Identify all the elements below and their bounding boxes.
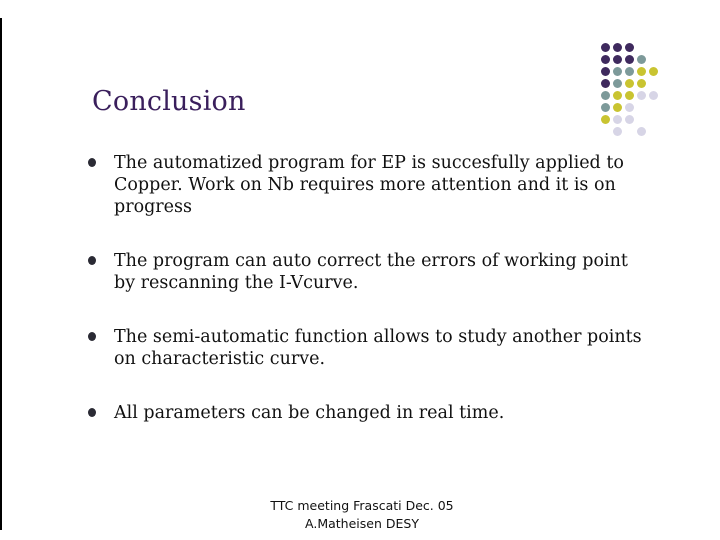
decor-dot bbox=[601, 103, 610, 112]
bullet-icon bbox=[88, 408, 96, 417]
decor-dot bbox=[613, 91, 622, 100]
decor-dot bbox=[637, 79, 646, 88]
decor-dot bbox=[613, 79, 622, 88]
decor-dot bbox=[601, 55, 610, 64]
decor-dot bbox=[625, 79, 634, 88]
bullet-item bbox=[86, 250, 646, 294]
decor-dot bbox=[601, 115, 610, 124]
decor-dot bbox=[625, 43, 634, 52]
bullet-list bbox=[86, 152, 646, 424]
decor-dot bbox=[601, 79, 610, 88]
decorative-dot-pattern bbox=[596, 42, 666, 138]
bullet-item bbox=[86, 326, 646, 370]
decor-dot bbox=[613, 103, 622, 112]
bullet-item bbox=[86, 402, 646, 424]
decor-dot bbox=[613, 115, 622, 124]
decor-dot bbox=[637, 91, 646, 100]
decor-dot bbox=[649, 67, 658, 76]
slide-left-border bbox=[0, 18, 2, 530]
decor-dot bbox=[613, 127, 622, 136]
decor-dot bbox=[649, 91, 658, 100]
decor-dot bbox=[625, 103, 634, 112]
decor-dot bbox=[625, 91, 634, 100]
bullet-text: The semi-automatic function allows to study another points on characteristic curve. bbox=[114, 327, 642, 369]
bullet-text: All parameters can be changed in real time. bbox=[114, 403, 505, 423]
slide-footer bbox=[252, 497, 472, 533]
footer-meeting: TTC meeting Frascati Dec. 05 bbox=[270, 498, 454, 513]
footer-author: A.Matheisen DESY bbox=[305, 516, 419, 531]
bullet-text: The program can auto correct the errors of working point by rescanning the I-Vcurve. bbox=[114, 251, 628, 293]
decor-dot bbox=[601, 67, 610, 76]
bullet-item bbox=[86, 152, 646, 218]
decor-dot bbox=[625, 55, 634, 64]
decor-dot bbox=[613, 55, 622, 64]
decor-dot bbox=[637, 127, 646, 136]
decor-dot bbox=[625, 115, 634, 124]
decor-dot bbox=[601, 91, 610, 100]
bullet-icon bbox=[88, 158, 96, 167]
decor-dot bbox=[613, 43, 622, 52]
bullet-icon bbox=[88, 332, 96, 341]
decor-dot bbox=[637, 67, 646, 76]
decor-dot bbox=[625, 67, 634, 76]
decor-dot bbox=[601, 43, 610, 52]
bullet-icon bbox=[88, 256, 96, 265]
bullet-text: The automatized program for EP is succesfully applied to Copper. Work on Nb requires more attention and it is on progress bbox=[114, 153, 624, 217]
decor-dot bbox=[613, 67, 622, 76]
slide-title: Conclusion bbox=[92, 86, 246, 117]
decor-dot bbox=[637, 55, 646, 64]
